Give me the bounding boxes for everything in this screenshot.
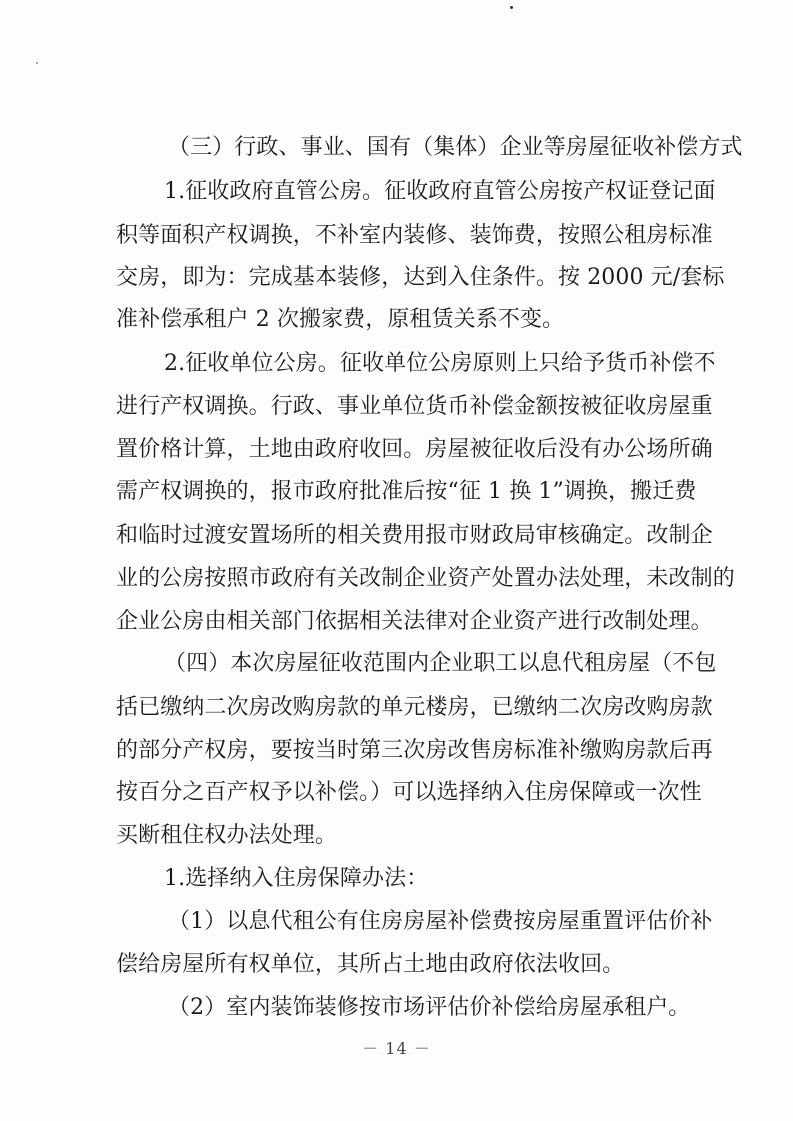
paragraph-line: 企业公房由相关部门依据相关法律对企业资产进行改制处理。 — [116, 609, 713, 634]
paragraph-line: 1.征收政府直管公房。征收政府直管公房按产权证登记面 — [164, 179, 716, 204]
paragraph-line: 按百分之百产权予以补偿。）可以选择纳入住房保障或一次性 — [116, 780, 702, 805]
paragraph-line: （2）室内装饰装修按市场评估价补偿给房屋承租户。 — [168, 995, 691, 1020]
paragraph-line: 交房，即为：完成基本装修，达到入住条件。按 2000 元/套标 — [116, 265, 725, 290]
paragraph-line: 1.选择纳入住房保障办法： — [164, 866, 429, 891]
paragraph-line: 2.征收单位公房。征收单位公房原则上只给予货币补偿不 — [164, 351, 716, 376]
paragraph-line: 买断租住权办法处理。 — [116, 823, 338, 848]
paragraph-line: 括已缴纳二次房改购房款的单元楼房，已缴纳二次房改购房款 — [116, 695, 713, 720]
paragraph-line: 进行产权调换。行政、事业单位货币补偿金额按被征收房屋重 — [116, 394, 713, 419]
page-number: － 14 － — [362, 1039, 431, 1058]
paragraph-line: 业的公房按照市政府有关改制企业资产处置办法处理，未改制的 — [116, 566, 735, 591]
paragraph-line: 积等面积产权调换，不补室内装修、装饰费，按照公租房标准 — [116, 223, 713, 248]
scan-dot — [36, 62, 38, 64]
paragraph-line: 的部分产权房，要按当时第三次房改售房标准补缴购房款后再 — [116, 738, 713, 763]
section-heading-3: （三）行政、事业、国有（集体）企业等房屋征收补偿方式 — [168, 135, 743, 160]
paragraph-line: 偿给房屋所有权单位，其所占土地由政府依法收回。 — [116, 952, 625, 977]
paragraph-line: （1）以息代租公有住房房屋补偿费按房屋重置评估价补 — [168, 909, 713, 934]
scan-dot — [510, 6, 513, 9]
section-heading-4: （四）本次房屋征收范围内企业职工以息代租房屋（不包 — [164, 651, 717, 676]
paragraph-line: 需产权调换的，报市政府批准后按“征 1 换 1”调换，搬迁费 — [116, 479, 697, 504]
paragraph-line: 准补偿承租户 2 次搬家费，原租赁关系不变。 — [116, 307, 565, 332]
paragraph-line: 置价格计算，土地由政府收回。房屋被征收后没有办公场所确 — [116, 437, 713, 462]
paragraph-line: 和临时过渡安置场所的相关费用报市财政局审核确定。改制企 — [116, 523, 713, 548]
